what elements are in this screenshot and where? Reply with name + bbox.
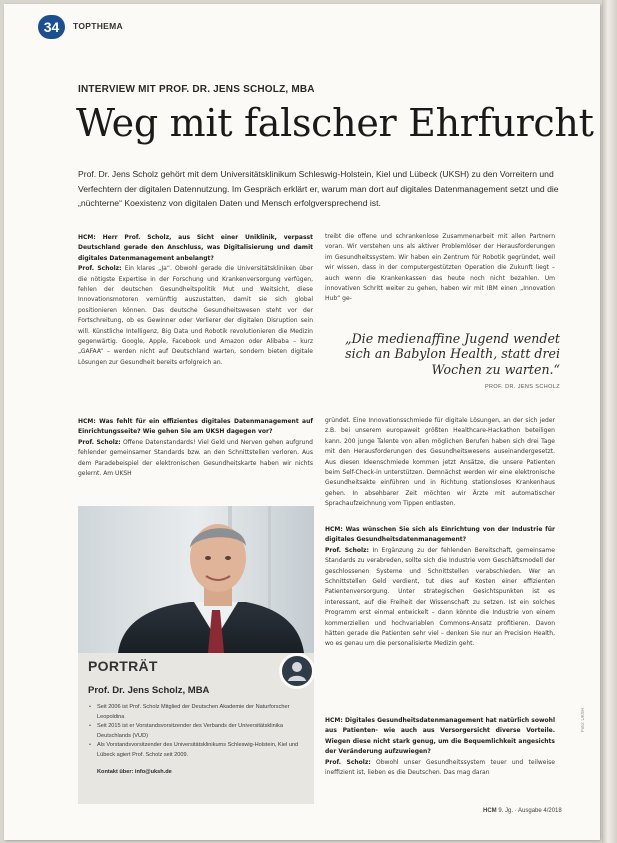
portrait-photo [78, 506, 314, 653]
column-2-lower [325, 525, 555, 650]
interview-question: HCM: Was wünschen Sie sich als Einrichtung von der Industrie für digitales Gesundheitsdatenmanagement? [325, 526, 555, 544]
portrait-photo-illustration [78, 506, 314, 653]
footer-issue: 9. Jg. · Ausgabe 4/2018 [498, 808, 562, 814]
column-2-middle [325, 416, 555, 510]
portrait-name: Prof. Dr. Jens Scholz, MBA [88, 685, 210, 696]
photo-credit: Foto: UKSH [580, 707, 585, 732]
interview-question: HCM: Digitales Gesundheitsdatenmanagement hat natürlich sowohl aus Patienten- wie auch aus Versorgersicht diverse Vorteile. Wiegen diese nicht stark genug, um die Bequemlichkeit angesichts der Veränderung aufzuwiegen? [325, 717, 555, 756]
bio-list [88, 703, 308, 761]
answer-text: In Ergänzung zu der fehlenden Bereitschaft, gemeinsame Standards zu verabreden, sollte sich die Industrie vom Geschäftsmodell der geschlossenen Systeme und Schnittstellen verabschieden. Wer an Schnittstellen Geld verdient, tut dies auf Kosten einer effizienten Patientenversorgung. Unter strategischen Gesichtspunkten ist es interessant, auf die Freiheit der Wissenschaft zu setzen. Ist ein solches Programm erst einmal entwickelt – dann könnte die Industrie von einem kommerziellen und hochvariablen Commons-Ansatz profitieren. Davon hätten gerade die Patienten sehr viel – denken Sie nur an Precision Health, wo es genau um die personalisierte Medizin geht. [325, 546, 555, 648]
column-1-top [78, 233, 313, 368]
article-kicker: INTERVIEW MIT PROF. DR. JENS SCHOLZ, MBA [78, 84, 315, 95]
page-footer [483, 808, 562, 814]
body-paragraph: treibt die offene und schrankenlose Zusammenarbeit mit allen Partnern voran. Wir verstehen uns als aktiver Problemlöser der Herausforderungen im Gesundheitssystem. Wir haben ein Zentrum für Robotik gegründet, weil wir wissen, dass in der computergestützten Operation die Zukunft liegt – auch wenn die Krankenkassen das heute noch nicht bezahlen. Um innovativen Schritt weiter zu gehen, haben wir mit IBM einen „Innovation Hub“ ge- [325, 233, 555, 303]
interview-question: HCM: Herr Prof. Scholz, aus Sicht einer Uniklinik, verpasst Deutschland gerade den Anschluss, was Digitalisierung und damit digitales Datenmanagement anbelangt? [78, 234, 313, 262]
interview-answer [78, 264, 313, 368]
pull-quote: „Die medienaffine Jugend wendet sich an Babylon Health, statt drei Wochen zu warten.“ [345, 331, 560, 377]
footer-brand: HCM [483, 808, 497, 814]
answer-text: Offene Datenstandards! Viel Geld und Nerven gehen aufgrund fehlender gemeinsamer Standards bzw. an den Schnittstellen verloren. Aus dem Paradebeispiel der elektronischen Gesundheitskarte haben wir nichts gelernt. Am UKSH [78, 438, 313, 478]
bio-item: • Seit 2006 ist Prof. Scholz Mitglied der Deutschen Akademie der Naturforscher Leopoldina [88, 703, 308, 722]
portrait-box [78, 653, 314, 804]
speaker-label: Prof. Scholz: [78, 438, 121, 446]
page-number: 34 [38, 15, 65, 39]
interview-question: HCM: Was fehlt für ein effizientes digitales Datenmanagement auf Einrichtungsseite? Wie gehen Sie am UKSH dagegen vor? [78, 418, 313, 436]
bio-item: • Seit 2015 ist er Vorstandsvorsitzender des Verbands der Universitätsklinika Deutschlands (VUD) [88, 722, 308, 741]
column-1-bottom [78, 417, 313, 479]
body-paragraph: gründet. Eine Innovationsschmiede für digitale Lösungen, an der sich jeder z.B. bei unserem europaweit größten Healthcare-Hackathon beteiligen kann. 200 junge Talente von allen möglichen Berufen haben sich drei Tage mit den Herausforderungen des Gesundheitswesens auseinandergesetzt. Aus diesen Ideenschmiede kommen jetzt Ansätze, die unsere Patienten beim Self-Check-in unterstützen. Demnächst werden wir eine elektronische Gesundheitsakte einführen und in Richtung stationsloses Krankenhaus gehen. In absehbarer Zeit möchten wir Ärzte mit automatischer Sprachaufzeichnung vom Tippen entlasten. [325, 417, 555, 508]
interview-answer [325, 758, 555, 779]
interview-answer [78, 438, 313, 480]
magazine-page [4, 4, 600, 840]
answer-text: Ein klares „Ja“. Obwohl gerade die Universitätskliniken über die nötigste Expertise in der Forschung und Krankenversorgung verfügen, fehlen der deutschen Gesundheitspolitik Mut und Weitsicht, diese Innovationsmotoren vernünftig auszustatten, damit sie sich global positionieren können. Das deutsche Gesundheitswesen steht vor der Fortschreitung, ob es Gewinner oder Verlierer der digitalen Disruption sein will. Künstliche Intelligenz, Big Data und Robotik revolutionieren die Medizin gegenwärtig. Google, Apple, Facebook und Amazon oder Alibaba – kurz „GAFAA“ – werden nicht auf Deutschland warten, sondern bieten digitale Lösungen zur Gesundheit bereits erfolgreich an. [78, 265, 313, 366]
page-edge [602, 0, 617, 843]
person-icon [279, 653, 315, 689]
contact-line: Kontakt über: info@uksh.de [97, 769, 172, 775]
speaker-label: Prof. Scholz: [325, 546, 369, 554]
portrait-heading: PORTRÄT [88, 658, 158, 674]
column-2-bottom [325, 716, 555, 778]
answer-text: Obwohl unser Gesundheitssystem teuer und teilweise ineffizient ist, lieben es die Deutschen. Das mag daran [325, 758, 555, 777]
article-lead: Prof. Dr. Jens Scholz gehört mit dem Universitätsklinikum Schleswig-Holstein, Kiel und Lübeck (UKSH) zu den Vorreitern und Verfechtern der digitalen Datennutzung. Im Gespräch erklärt er, warum man dort auf digitales Datenmanagement setzt und die „nüchterne“ Koexistenz von digitalen Daten und Mensch erfolgversprechend ist. [78, 169, 559, 208]
bio-item: • Als Vorstandsvorsitzender des Universitätsklinikums Schleswig-Holstein, Kiel und Lübeck agiert Prof. Scholz seit 2009. [88, 741, 308, 760]
column-2-top [325, 232, 555, 305]
article-headline: Weg mit falscher Ehrfurcht [76, 101, 594, 145]
pull-quote-source: PROF. DR. JENS SCHOLZ [484, 384, 560, 390]
section-name: TOPTHEMA [73, 21, 123, 31]
interview-answer [325, 546, 555, 650]
speaker-label: Prof. Scholz: [78, 265, 122, 273]
speaker-label: Prof. Scholz: [325, 758, 371, 766]
